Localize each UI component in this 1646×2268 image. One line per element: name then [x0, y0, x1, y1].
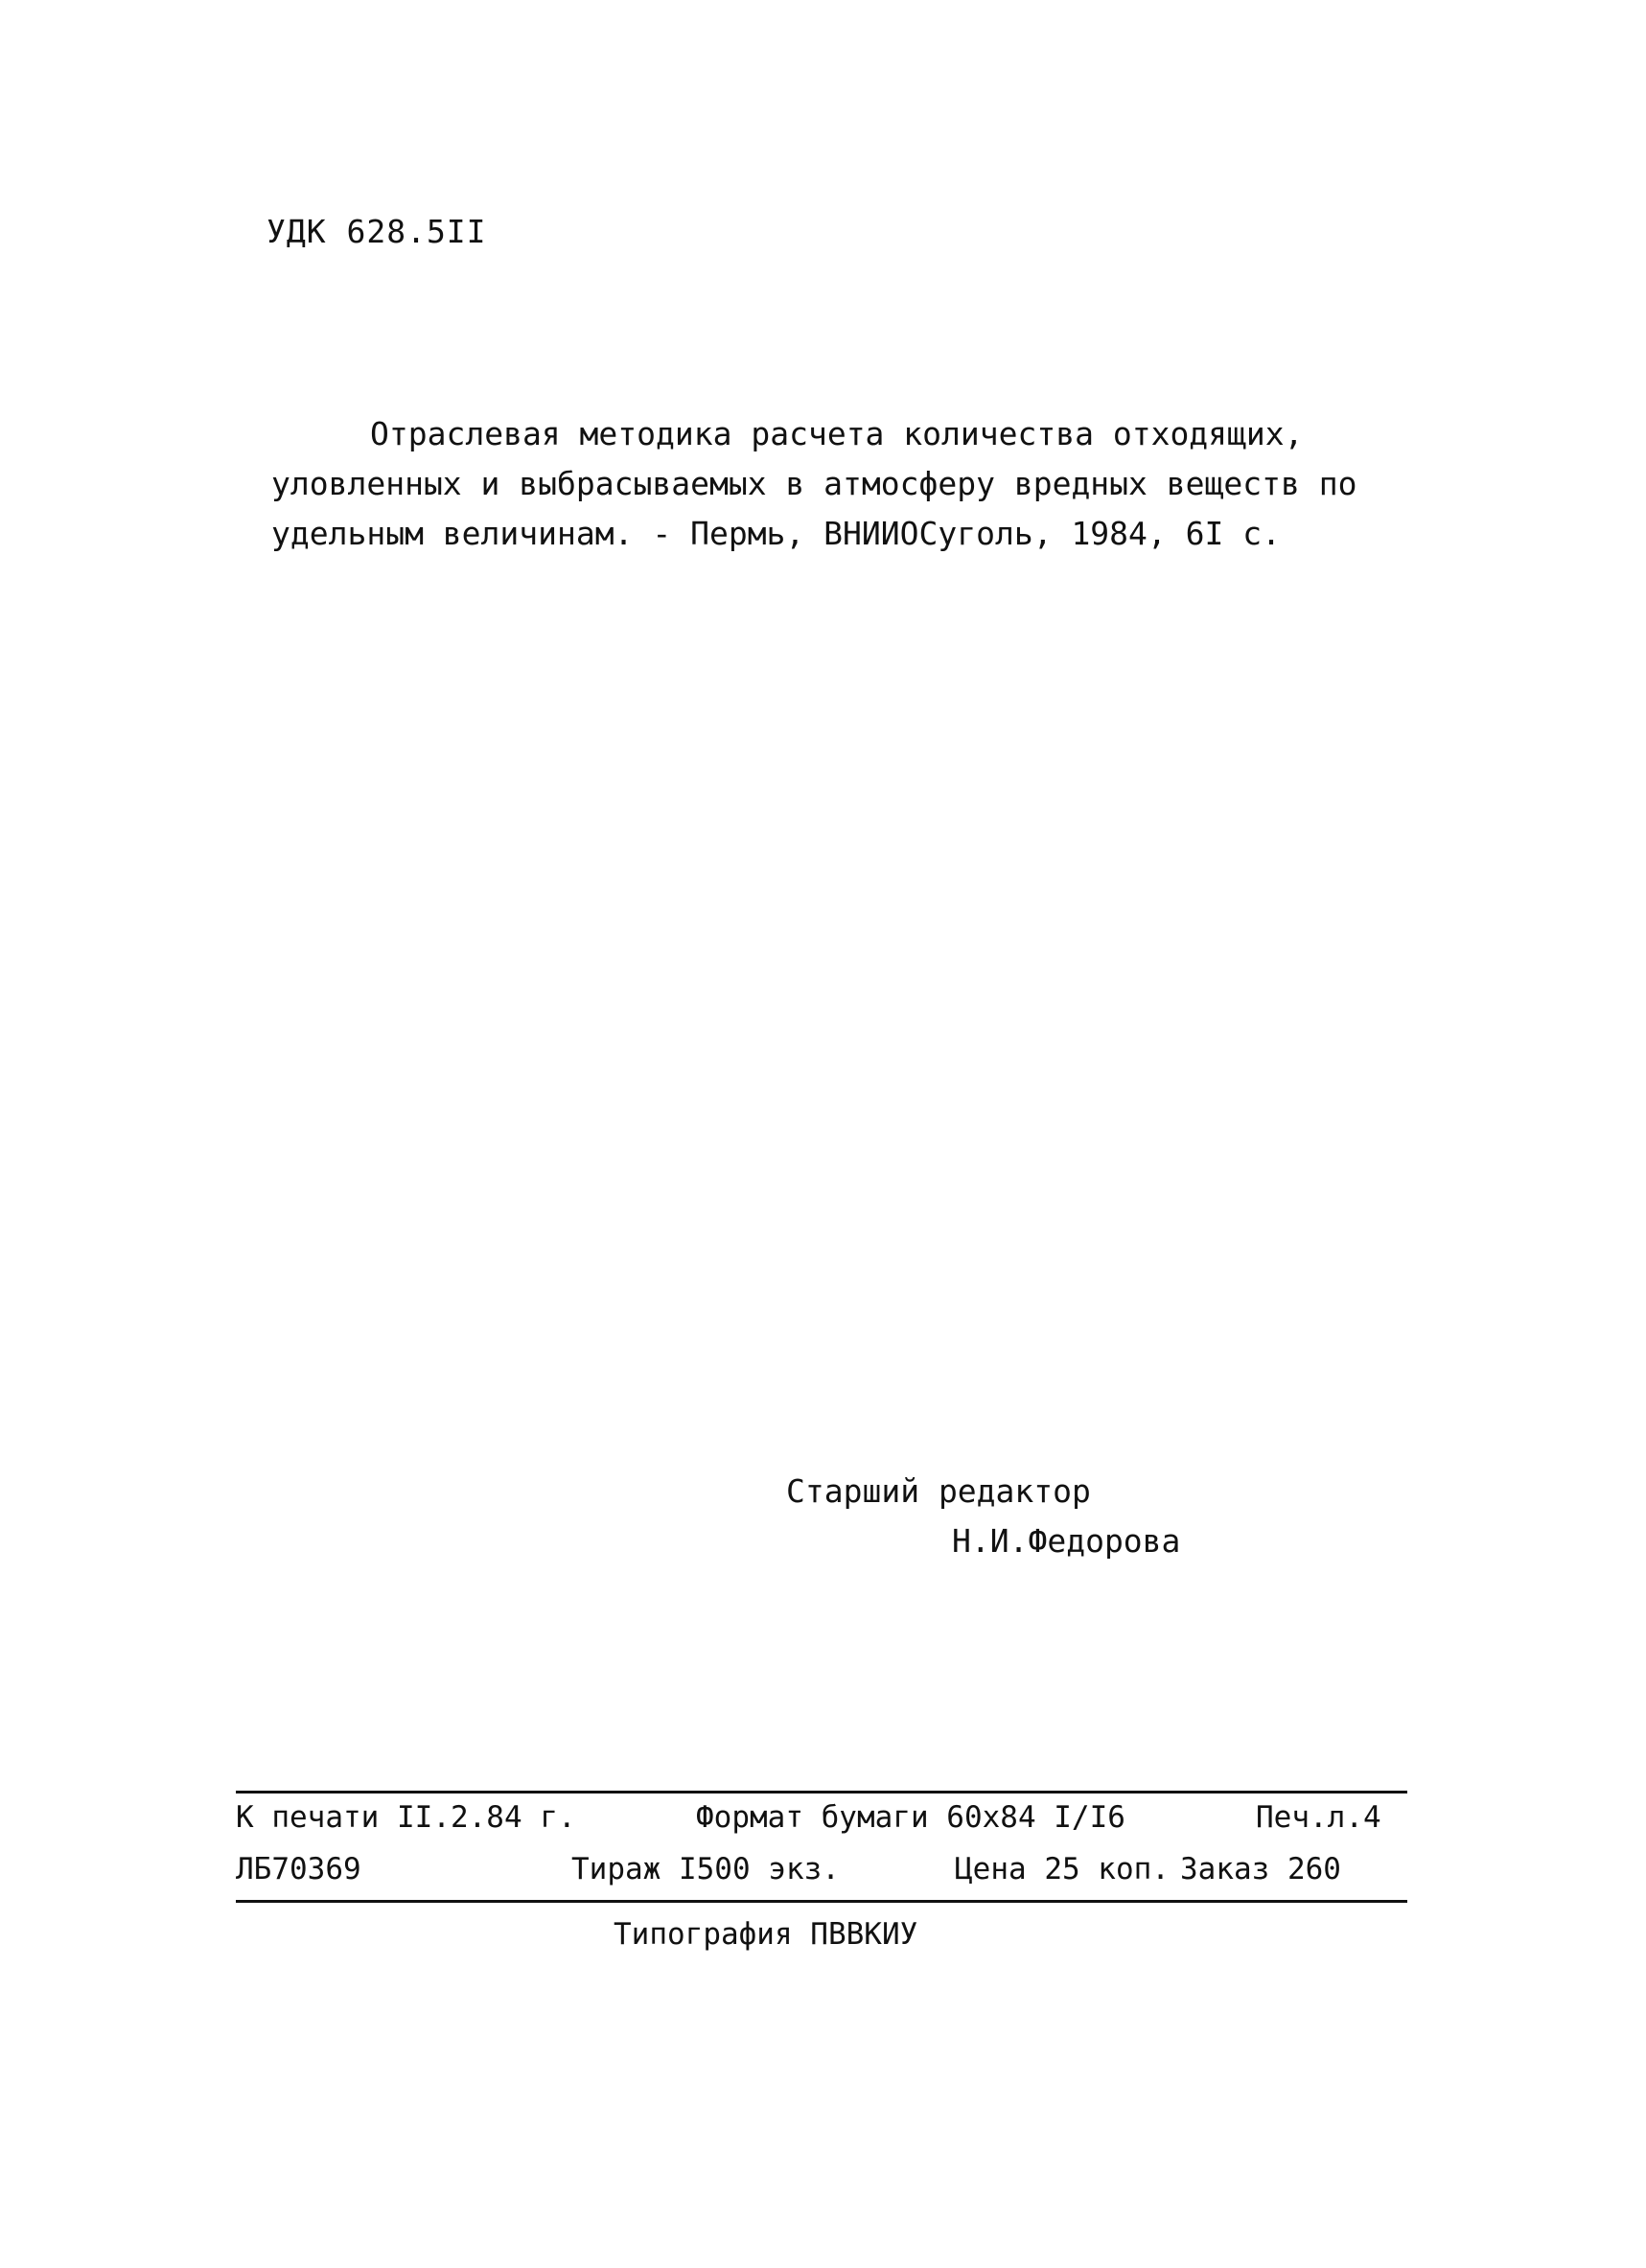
- printed-sheets: Печ.л.4: [1256, 1800, 1381, 1835]
- order-number: Заказ 260: [1180, 1852, 1341, 1886]
- license-number: ЛБ70369: [236, 1852, 361, 1886]
- bibliographic-abstract: [271, 409, 1374, 559]
- print-date: К печати II.2.84 г.: [236, 1800, 576, 1835]
- paper-format: Формат бумаги 60х84 I/I6: [696, 1800, 1125, 1835]
- print-run: Тираж I500 экз.: [571, 1852, 840, 1886]
- imprint-bottom-rule: [236, 1900, 1407, 1903]
- editor-role: Старший редактор: [786, 1472, 1091, 1510]
- abstract-line-3: удельным величинам. - Пермь, ВНИИОСуголь, 1984, 6I с.: [271, 515, 1281, 552]
- typography-name: Типография ПВВКИУ: [614, 1917, 918, 1952]
- imprint-top-rule: [236, 1791, 1407, 1794]
- editor-block: [786, 1467, 1180, 1566]
- editor-name: Н.И.Федорова: [952, 1522, 1181, 1560]
- abstract-line-1: Отраслевая методика расчета количества отходящих,: [370, 415, 1304, 452]
- price: Цена 25 коп.: [955, 1852, 1170, 1886]
- abstract-line-2: уловленных и выбрасываемых в атмосферу вредных веществ по: [271, 465, 1357, 502]
- udk-code: УДК 628.5II: [267, 213, 487, 250]
